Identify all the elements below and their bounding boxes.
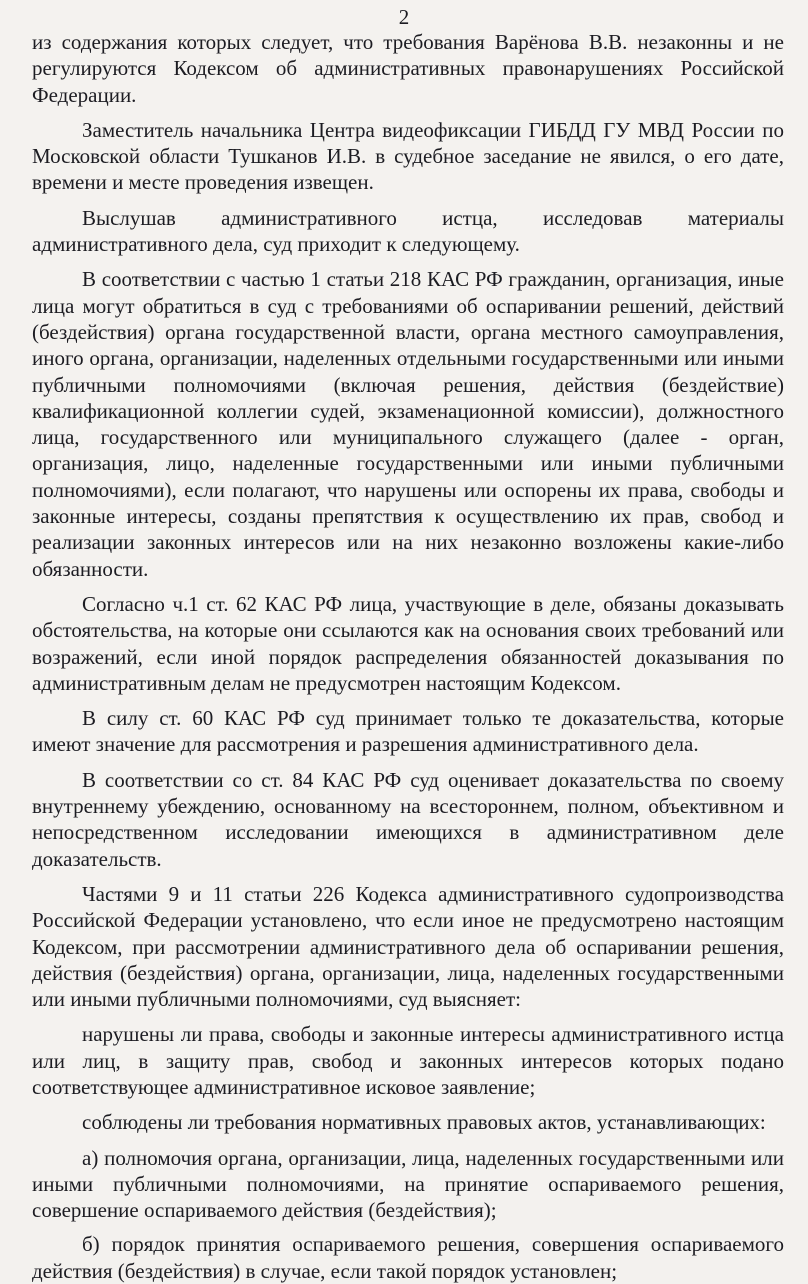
paragraph-article-218: В соответствии с частью 1 статьи 218 КАС РФ гражданин, организация, иные лица могут обратиться в суд с требованиями об оспаривании решений, действий (бездействия) органа государственной власти, органа местного самоуправления, иного органа, организации, наделенных отдельными государственными или иными публичными полномочиями (включая решения, действия (бездействие) квалификационной коллегии судей, экзаменационной комиссии), должностного лица, государственного или муниципального служащего (далее - орган, организация, лицо, наделенные государственными или иными публичными полномочиями), если полагают, что нарушены или оспорены их права, свободы и законные интересы, созданы препятствия к осуществлению их прав, свобод и реализации законных интересов или на них незаконно возложены какие-либо обязанности. (32, 267, 784, 581)
paragraph-rights-violated: нарушены ли права, свободы и законные интересы административного истца или лиц, в защиту прав, свобод и законных интересов которых подано соответствующее административное исковое заявление; (32, 1022, 784, 1099)
paragraph-continuation: из содержания которых следует, что требования Варёнова В.В. незаконны и не регулируются Кодексом об административных правонарушениях Российской Федерации. (32, 30, 784, 107)
paragraph-court-findings: Выслушав административного истца, исследовав материалы административного дела, суд приходит к следующему. (32, 205, 784, 257)
paragraph-article-84: В соответствии со ст. 84 КАС РФ суд оценивает доказательства по своему внутреннему убеждению, основанному на всестороннем, полном, объективном и непосредственном исследовании имеющихся в административном деле доказательств. (32, 767, 784, 871)
paragraph-article-226: Частями 9 и 11 статьи 226 Кодекса административного судопроизводства Российской Федерации установлено, что если иное не предусмотрено настоящим Кодексом, при рассмотрении административного дела об оспаривании решения, действия (бездействия) органа, организации, лица, наделенных государственными или иными публичными полномочиями, суд выясняет: (32, 881, 784, 1012)
paragraph-requirements: соблюдены ли требования нормативных правовых актов, устанавливающих: (82, 1110, 766, 1135)
paragraph-deputy-absence: Заместитель начальника Центра видеофиксации ГИБДД ГУ МВД России по Московской области Тушканов И.В. в судебное заседание не явился, о его дате, времени и месте проведения извещен. (32, 117, 784, 195)
paragraph-item-a: а) полномочия органа, организации, лица, наделенных государственными или иными публичными полномочиями, на принятие оспариваемого решения, совершение оспариваемого действия (бездействия); (32, 1145, 784, 1223)
page-number: 2 (398, 5, 410, 29)
paragraph-item-b: б) порядок принятия оспариваемого решения, совершения оспариваемого действия (бездействия) в случае, если такой порядок установлен; (32, 1232, 784, 1283)
paragraph-article-62: Согласно ч.1 ст. 62 КАС РФ лица, участвующие в деле, обязаны доказывать обстоятельства, на которые они ссылаются как на основания своих требований или возражений, если иной порядок распределения обязанностей доказывания по административным делам не предусмотрен настоящим Кодексом. (32, 591, 784, 695)
paragraph-article-60: В силу ст. 60 КАС РФ суд принимает только те доказательства, которые имеют значение для рассмотрения и разрешения административного дела. (32, 706, 784, 757)
document-body (32, 29, 784, 1284)
